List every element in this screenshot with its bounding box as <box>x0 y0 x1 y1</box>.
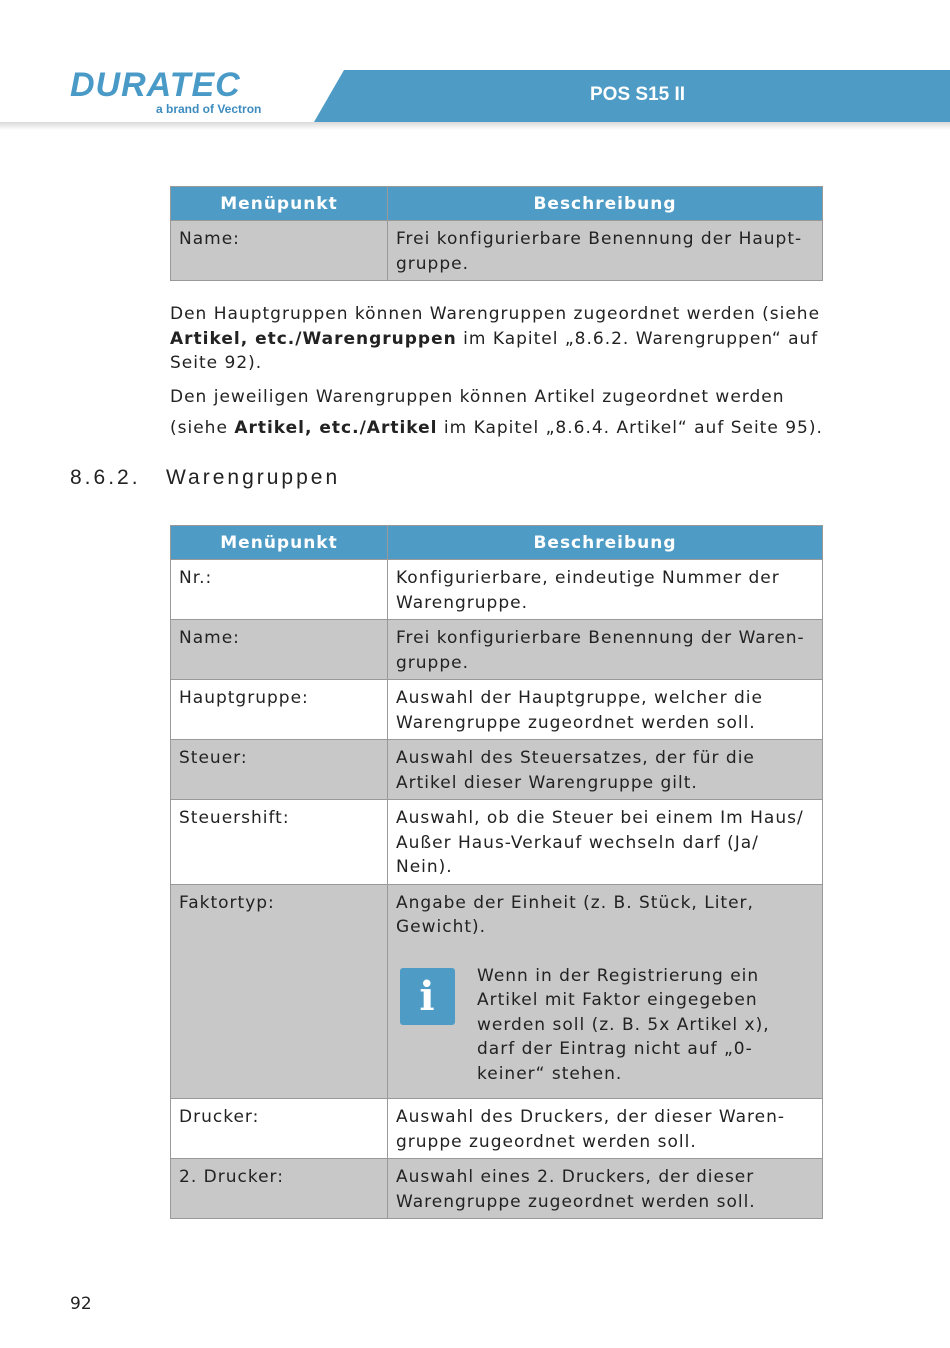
column-header-menu-item: Menüpunkt <box>171 187 388 221</box>
paragraph-text: Den Hauptgruppen können Warengruppen zugeordnet werden (siehe <box>170 304 821 324</box>
description-text: Angabe der Einheit (z. B. Stück, Liter, Gewicht). <box>396 892 754 937</box>
paragraph-text: im Kapitel „8.6.4. Artikel“ auf Seite 95). <box>437 418 823 438</box>
table-row <box>171 680 823 740</box>
description-cell: Konfigurierbare, eindeutige Nummer der Warengruppe. <box>388 560 823 620</box>
product-group-table <box>170 525 823 1219</box>
page-header <box>0 0 950 135</box>
menu-path-link: Artikel, etc./Artikel <box>234 418 438 438</box>
section-title: Warengruppen <box>166 466 341 489</box>
brand-tagline: a brand of Vectron <box>156 102 262 116</box>
table-row <box>171 740 823 800</box>
description-cell: Auswahl des Druckers, der dieser Waren-gruppe zugeordnet werden soll. <box>388 1099 823 1159</box>
menu-item-cell: Hauptgruppe: <box>171 680 388 740</box>
table-row <box>171 884 823 1099</box>
table-row <box>171 1099 823 1159</box>
menu-item-cell: Name: <box>171 221 388 281</box>
paragraph-main-groups <box>170 302 830 376</box>
paragraph-text: Den jeweiligen Warengruppen können Artikel zugeordnet werden (siehe <box>170 387 785 438</box>
info-note <box>396 964 814 1087</box>
product-title: POS S15 II <box>590 84 686 105</box>
description-cell: Auswahl, ob die Steuer bei einem Im Haus/ Außer Haus-Verkauf wechseln darf (Ja/ Nein). <box>388 800 823 885</box>
brand-logo: DURATEC <box>70 66 241 104</box>
description-cell: Auswahl der Hauptgruppe, welcher die Warengruppe zugeordnet werden soll. <box>388 680 823 740</box>
menu-item-cell: Faktortyp: <box>171 884 388 1099</box>
menu-path-link: Artikel, etc./Warengruppen <box>170 328 457 349</box>
menu-item-cell: Drucker: <box>171 1099 388 1159</box>
description-cell: Frei konfigurierbare Benennung der Haupt-gruppe. <box>388 221 823 281</box>
table-row <box>171 221 823 281</box>
table-row <box>171 560 823 620</box>
info-note-text: Wenn in der Registrierung ein Artikel mit Faktor eingegeben werden soll (z. B. 5x Artikel x), darf der Eintrag nicht auf „0-keiner“ stehen. <box>477 965 770 1084</box>
description-cell: Frei konfigurierbare Benennung der Waren-gruppe. <box>388 620 823 680</box>
column-header-description: Beschreibung <box>388 187 823 221</box>
header-divider <box>0 122 950 130</box>
description-cell: Auswahl eines 2. Druckers, der dieser Warengruppe zugeordnet werden soll. <box>388 1159 823 1219</box>
menu-item-cell: Steuer: <box>171 740 388 800</box>
menu-item-cell: Steuershift: <box>171 800 388 885</box>
page-number: 92 <box>70 1294 92 1314</box>
section-heading <box>70 466 340 490</box>
description-cell: Auswahl des Steuersatzes, der für die Artikel dieser Warengruppe gilt. <box>388 740 823 800</box>
menu-item-cell: Name: <box>171 620 388 680</box>
column-header-menu-item: Menüpunkt <box>171 526 388 560</box>
menu-item-cell: Nr.: <box>171 560 388 620</box>
paragraph-articles <box>170 382 830 444</box>
main-group-table <box>170 186 823 281</box>
column-header-description: Beschreibung <box>388 526 823 560</box>
table-row <box>171 800 823 885</box>
menu-item-cell: 2. Drucker: <box>171 1159 388 1219</box>
paragraph-text: im Kapitel „8.6.2. Warengruppen“ auf Seite 92). <box>170 328 819 373</box>
table-row <box>171 1159 823 1219</box>
section-number: 8.6.2. <box>70 466 141 489</box>
table-row <box>171 620 823 680</box>
description-cell <box>388 884 823 1099</box>
info-icon: i <box>400 968 455 1025</box>
